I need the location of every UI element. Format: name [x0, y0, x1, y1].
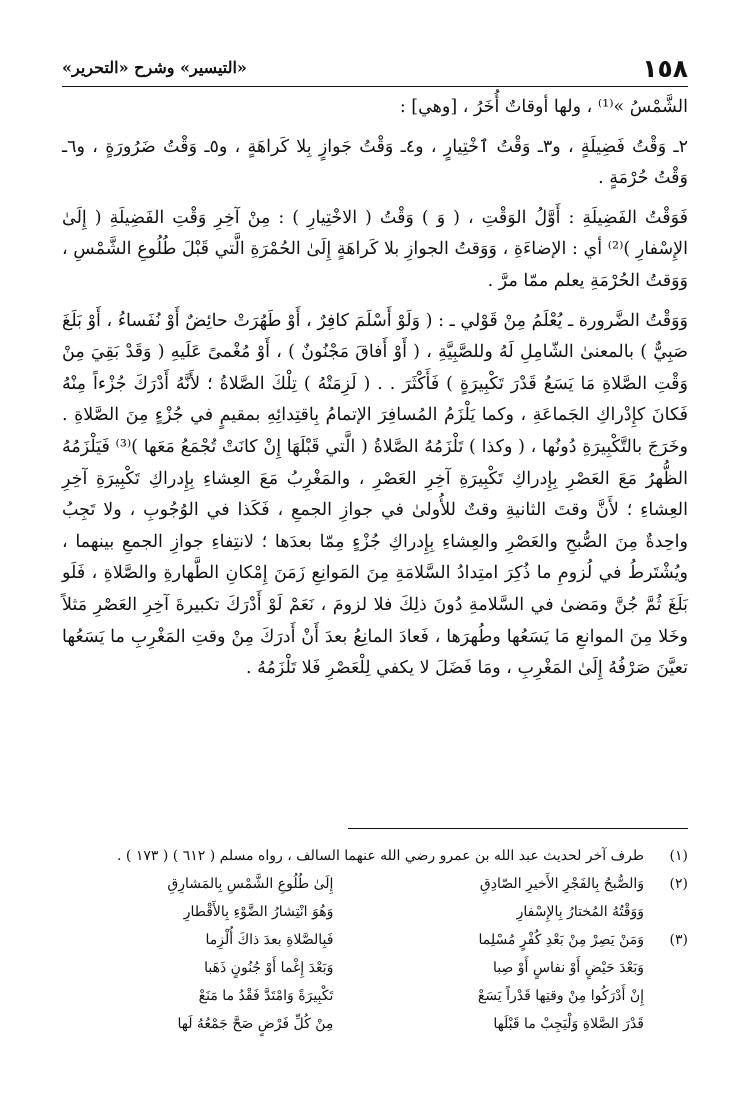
- verse-second-half: تَكْبِيرَةً وَامْتَدَّ فَقْدُ ما مَنَعْ: [198, 988, 334, 1004]
- footnote-separator: [348, 828, 688, 829]
- paragraph-4: وَوَقْتُ الضَّرورة ـ يُعْلَمُ مِنْ قَوْلي ـ : ( وَلَوْ أَسْلَمَ كافِرٌ ، أَوْ طَهُرَتْ حائِضٌ أَوْ نُفَساءُ ، أَوْ بَلَغَ صَبِيٌّ ) بالمعنىٰ الشّامِلِ لَهُ وللصَّبِيَّةِ ، ( أَوْ أَفاقَ مَجْنُونٌ ) ، أَوْ مُغْمىً عَلَيهِ ( وَقَدْ بَقِيَ مِنْ وَقْتِ الصَّلاةِ مَا يَسَعُ قَدْرَ تَكْبِيرَةٍ ) فَأَكْثَرَ . . ( لَزِمَتْهُ ) تِلْكَ الصَّلاةُ ؛ لأَنَّهُ أَدْرَكَ جُزْءاً مِنْهُ فَكانَ كإِدْراكِ الجَماعَةِ ، وكما يَلْزَمُ المُسافِرَ الإتمامُ بِاقتِدائِهِ بمقيمٍ في جُزْءٍ مِنَ الصَّلاةِ . وخَرَجَ بالتَّكْبِيرَةِ دُونُها ، ( وكذا ) تَلْزَمُهُ الصَّلاةُ ( الَّتي قَبْلَهَا إِنْ كانَتْ تُجْمَعُ مَعَها )⁽³⁾ فَيَلْزَمُهُ الظُّهرُ مَعَ العَصْرِ بِإِدراكِ تَكْبِيرَةِ آخِرِ العَصْرِ ، والمَغْرِبُ مَعَ العِشاءِ بِإِدراكِ تَكْبِيرَةِ آخِرِ العِشاءِ ؛ لأَنَّ وقتَ الثانيةِ وقتٌ للأُولىٰ في جوازِ الجمعِ ، فَكَذا في الوُجُوبِ ، ولا تَجِبُ واحِدةٌ مِنَ الصُّبحِ والعَصْرِ والعِشاءِ بِإِدراكِ جُزْءٍ مِمّا بعدَها ؛ لانتِفاءِ جوازِ الجمعِ بينهما ، ويُشْتَرطُ في لُزومِ ما ذُكِرَ امتِدادُ السَّلامَةِ مِنَ المَوانِعِ زَمَنَ إِمْكانِ الطَّهارةِ والصَّلاةِ ، فَلَو بَلَغَ ثُمَّ جُنَّ ومَضىٰ في السَّلامةِ دُونَ ذلِكَ فلا لزومَ ، نَعَمْ لَوْ أَدْرَكَ تكبيرةَ آخِرِ العَصْرِ مَثلاً وخَلا مِنَ الموانعِ مَا يَسَعُها وطُهرَها ، فَعادَ المانِعُ بعدَ أَنْ أَدرَكَ مِنْ وقتِ المَغْرِبِ ما يَسَعُها تعيَّنَ صَرْفُهُ إِلَىٰ المَغْرِبِ ، ومَا فَضَلَ لا يكفي لِلْعَصْرِ فَلا تَلْزَمُهُ .: [62, 310, 688, 679]
- verse-block: [58, 926, 644, 1038]
- footnote-number: (٢): [669, 876, 688, 892]
- verse-line: [58, 982, 644, 1010]
- verse-second-half: إِلَىٰ طُلُوعِ الشَّمْسِ بِالمَشارِقِ: [167, 876, 334, 892]
- paragraph-3: فَوَقْتُ الفَضِيلَةِ : أَوَّلُ الوَقْتِ ، ( وَ ) وَقْتُ ( الاخْتِيارِ ) : مِنْ آخِرِ وَقْتِ الفَضِيلَةِ ( إِلَىٰ الإِسْفارِ )⁽²⁾ أي : الإضاءَةِ ، وَوَقتُ الجوازِ بلا كَراهَةٍ إِلَىٰ الحُمْرَةِ الَّتي قَبْلَ طُلُوعِ الشَّمْسِ ، وَوَقتُ الحُرْمَةِ يعلم ممّا مرَّ .: [62, 207, 688, 291]
- verse-line: [58, 926, 644, 954]
- page-header: [62, 52, 688, 87]
- footnotes: [58, 842, 688, 1038]
- footnote-1: [58, 842, 688, 870]
- verse-second-half: وَهُوَ انْتِشارُ الضَّوْءِ بِالأَقْطارِ: [183, 904, 334, 920]
- verse-first-half: قَدْرَ الصَّلاةِ وَلْيَجِبْ ما قَبْلَها: [493, 1016, 644, 1032]
- footnote-text: طرف آخر لحديث عبد الله بن عمرو رضي الله عنهما السالف ، رواه مسلم ( ٦١٢ ) ( ١٧٣ ) .: [117, 848, 644, 864]
- verse-line: [58, 954, 644, 982]
- paragraph-1: الشَّمْسُ »⁽¹⁾ ، ولها أوقاتٌ أُخَرُ ، [وهي] :: [399, 97, 688, 117]
- page-number: ١٥٨: [642, 54, 688, 83]
- footnote-3: [58, 926, 688, 1038]
- running-title: «التيسير» وشرح «التحرير»: [62, 58, 247, 77]
- verse-line: [58, 1010, 644, 1038]
- verse-first-half: وَالصُّبحُ بِالفَجْرِ الأَخيرِ الصّادِقِ: [479, 876, 644, 892]
- verse-second-half: مِنْ كُلِّ فَرْضٍ صَحَّ جَمْعُهُ لَها: [177, 1016, 334, 1032]
- verse-first-half: وَمَنْ يَصِرْ مِنْ بَعْدِ كُفْرٍ مُسْلِما: [478, 932, 644, 948]
- verse-second-half: فَبِالصَّلاةِ بعدَ ذاكَ أُلْزِما: [205, 932, 334, 948]
- main-text: [62, 92, 688, 693]
- verse-block: [58, 870, 644, 926]
- verse-first-half: وَبَعْدَ حَيْضٍ أَوْ نفاسٍ أَوْ صِبا: [492, 960, 644, 976]
- footnote-number: (١): [669, 848, 688, 864]
- verse-first-half: وَوَقْتُهُ المُختارُ بِالإِسْفارِ: [516, 904, 644, 920]
- footnote-number: (٣): [669, 932, 688, 948]
- verse-first-half: إِنْ أَدْرَكُوا مِنْ وقتِها قَدْراً يَسَعْ: [477, 988, 644, 1004]
- verse-second-half: وَبَعْدَ إِغْما أَوْ جُنُونٍ ذَهَبا: [204, 960, 334, 976]
- verse-line: [58, 898, 644, 926]
- footnote-2: [58, 870, 688, 926]
- verse-line: [58, 870, 644, 898]
- paragraph-2: ٢ـ وَقْتُ فَضِيلَةٍ ، و٣ـ وَقْتُ ٱخْتِيارٍ ، و٤ـ وَقْتُ جَوازٍ بِلا كَراهَةٍ ، و٥ـ وَقْتُ ضَرُورَةٍ ، و٦ـ وَقْتُ حُرْمَةٍ .: [62, 136, 688, 189]
